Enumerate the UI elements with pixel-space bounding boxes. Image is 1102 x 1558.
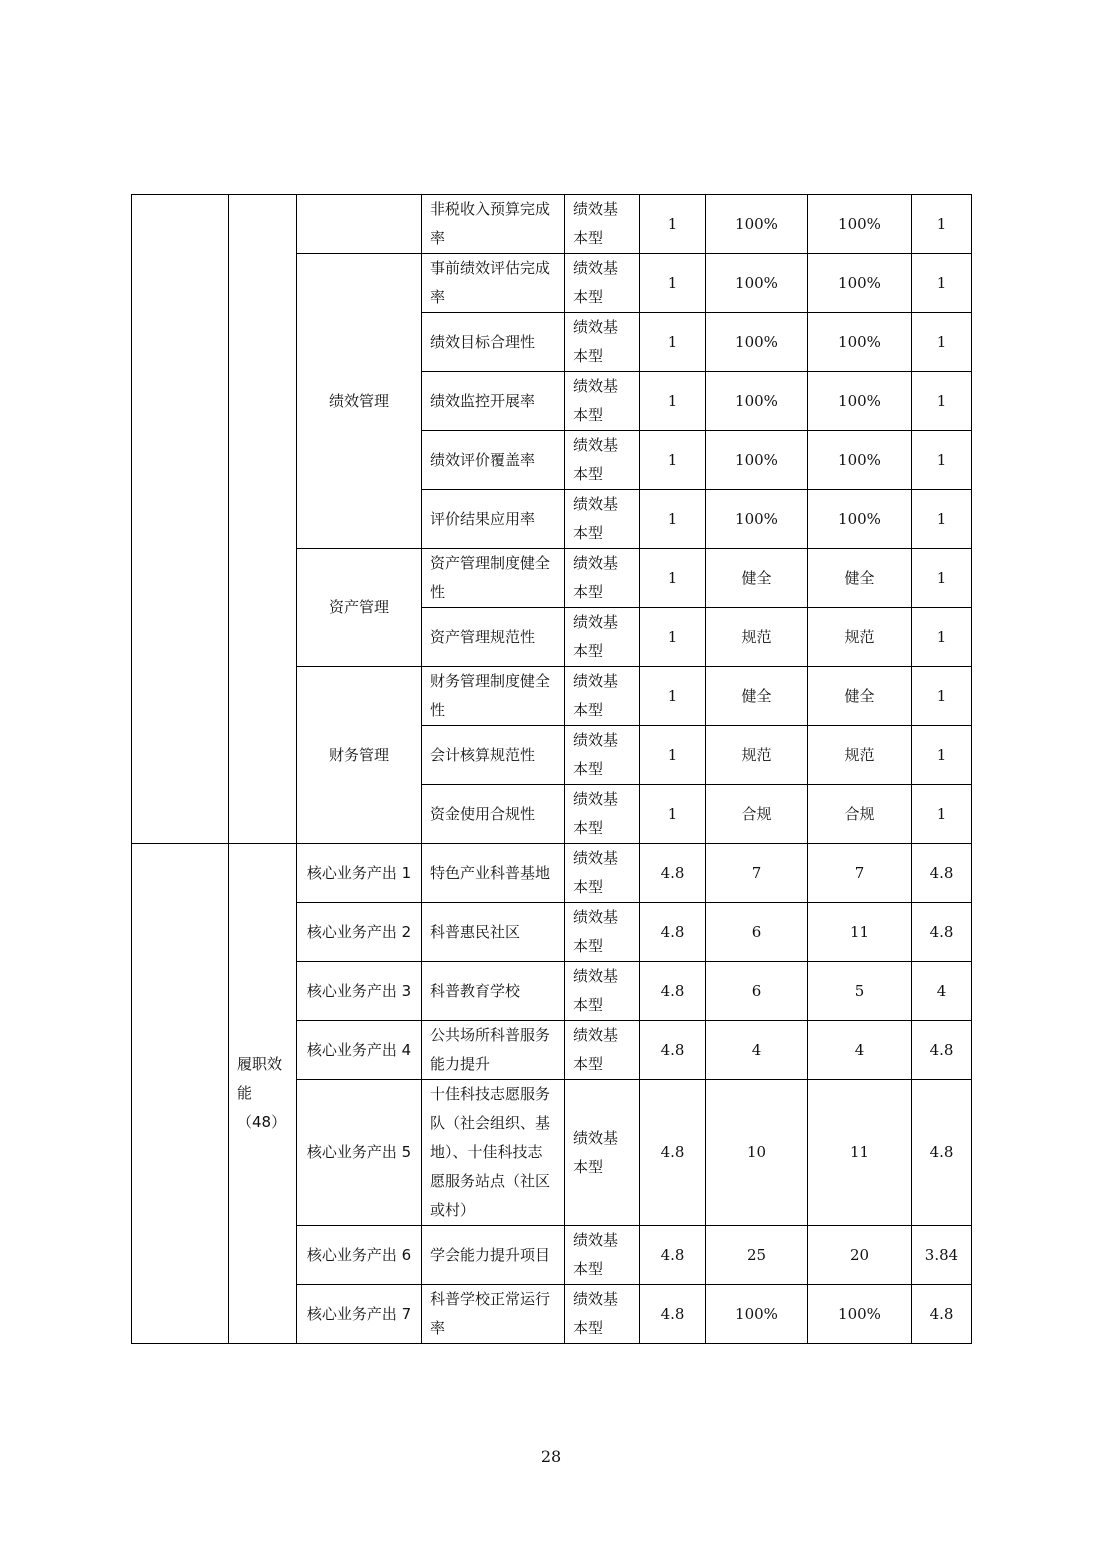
target-cell: 100% xyxy=(706,254,808,313)
type-cell: 绩效基本型 xyxy=(565,726,640,785)
weight-cell: 1 xyxy=(640,313,706,372)
type-cell: 绩效基本型 xyxy=(565,1285,640,1344)
type-cell: 绩效基本型 xyxy=(565,195,640,254)
lvl3-cell: 核心业务产出 3 xyxy=(297,962,422,1021)
lvl3-cell: 核心业务产出 5 xyxy=(297,1080,422,1226)
score-cell: 1 xyxy=(912,431,972,490)
score-cell: 1 xyxy=(912,608,972,667)
type-cell: 绩效基本型 xyxy=(565,1226,640,1285)
indicator-cell: 公共场所科普服务能力提升 xyxy=(422,1021,565,1080)
weight-cell: 1 xyxy=(640,549,706,608)
indicator-cell: 十佳科技志愿服务队（社会组织、基地）、十佳科技志愿服务站点（社区或村） xyxy=(422,1080,565,1226)
target-cell: 100% xyxy=(706,372,808,431)
actual-cell: 100% xyxy=(808,195,912,254)
target-cell: 100% xyxy=(706,1285,808,1344)
target-cell: 健全 xyxy=(706,549,808,608)
indicator-cell: 财务管理制度健全性 xyxy=(422,667,565,726)
target-cell: 10 xyxy=(706,1080,808,1226)
target-cell: 100% xyxy=(706,313,808,372)
lvl2-cell xyxy=(229,195,297,844)
indicator-cell: 事前绩效评估完成率 xyxy=(422,254,565,313)
target-cell: 7 xyxy=(706,844,808,903)
score-cell: 1 xyxy=(912,195,972,254)
score-cell: 4.8 xyxy=(912,1285,972,1344)
score-cell: 4.8 xyxy=(912,1021,972,1080)
score-cell: 1 xyxy=(912,549,972,608)
type-cell: 绩效基本型 xyxy=(565,1080,640,1226)
lvl3-cell xyxy=(297,195,422,254)
indicator-cell: 科普教育学校 xyxy=(422,962,565,1021)
score-cell: 4 xyxy=(912,962,972,1021)
score-cell: 4.8 xyxy=(912,903,972,962)
target-cell: 规范 xyxy=(706,608,808,667)
target-cell: 100% xyxy=(706,490,808,549)
page-number: 28 xyxy=(540,1447,562,1466)
actual-cell: 7 xyxy=(808,844,912,903)
type-cell: 绩效基本型 xyxy=(565,549,640,608)
actual-cell: 规范 xyxy=(808,726,912,785)
actual-cell: 合规 xyxy=(808,785,912,844)
score-cell: 1 xyxy=(912,490,972,549)
weight-cell: 1 xyxy=(640,431,706,490)
indicator-cell: 资金使用合规性 xyxy=(422,785,565,844)
type-cell: 绩效基本型 xyxy=(565,844,640,903)
type-cell: 绩效基本型 xyxy=(565,962,640,1021)
score-cell: 3.84 xyxy=(912,1226,972,1285)
actual-cell: 100% xyxy=(808,313,912,372)
actual-cell: 规范 xyxy=(808,608,912,667)
lvl3-cell: 绩效管理 xyxy=(297,254,422,549)
actual-cell: 健全 xyxy=(808,549,912,608)
actual-cell: 100% xyxy=(808,490,912,549)
score-cell: 1 xyxy=(912,372,972,431)
lvl1-cell xyxy=(132,195,229,844)
target-cell: 100% xyxy=(706,431,808,490)
type-cell: 绩效基本型 xyxy=(565,785,640,844)
lvl3-cell: 财务管理 xyxy=(297,667,422,844)
type-cell: 绩效基本型 xyxy=(565,903,640,962)
actual-cell: 100% xyxy=(808,254,912,313)
lvl3-cell: 核心业务产出 1 xyxy=(297,844,422,903)
type-cell: 绩效基本型 xyxy=(565,431,640,490)
target-cell: 合规 xyxy=(706,785,808,844)
indicator-cell: 评价结果应用率 xyxy=(422,490,565,549)
weight-cell: 4.8 xyxy=(640,844,706,903)
weight-cell: 4.8 xyxy=(640,1285,706,1344)
lvl3-cell: 核心业务产出 7 xyxy=(297,1285,422,1344)
type-cell: 绩效基本型 xyxy=(565,490,640,549)
indicator-cell: 会计核算规范性 xyxy=(422,726,565,785)
type-cell: 绩效基本型 xyxy=(565,1021,640,1080)
weight-cell: 4.8 xyxy=(640,1226,706,1285)
target-cell: 100% xyxy=(706,195,808,254)
weight-cell: 1 xyxy=(640,667,706,726)
score-cell: 1 xyxy=(912,726,972,785)
weight-cell: 1 xyxy=(640,254,706,313)
lvl2-cell: 履职效能（48） xyxy=(229,844,297,1344)
lvl3-cell: 核心业务产出 6 xyxy=(297,1226,422,1285)
weight-cell: 4.8 xyxy=(640,903,706,962)
weight-cell: 1 xyxy=(640,490,706,549)
type-cell: 绩效基本型 xyxy=(565,313,640,372)
target-cell: 4 xyxy=(706,1021,808,1080)
lvl1-cell xyxy=(132,844,229,1344)
weight-cell: 4.8 xyxy=(640,1080,706,1226)
indicator-cell: 资产管理规范性 xyxy=(422,608,565,667)
indicator-cell: 科普惠民社区 xyxy=(422,903,565,962)
target-cell: 6 xyxy=(706,903,808,962)
actual-cell: 100% xyxy=(808,1285,912,1344)
type-cell: 绩效基本型 xyxy=(565,254,640,313)
score-cell: 1 xyxy=(912,313,972,372)
target-cell: 健全 xyxy=(706,667,808,726)
indicator-cell: 学会能力提升项目 xyxy=(422,1226,565,1285)
lvl3-cell: 核心业务产出 2 xyxy=(297,903,422,962)
score-cell: 1 xyxy=(912,254,972,313)
table-row xyxy=(132,195,972,254)
weight-cell: 1 xyxy=(640,608,706,667)
indicator-cell: 绩效监控开展率 xyxy=(422,372,565,431)
actual-cell: 11 xyxy=(808,1080,912,1226)
lvl3-cell: 资产管理 xyxy=(297,549,422,667)
indicator-cell: 科普学校正常运行率 xyxy=(422,1285,565,1344)
type-cell: 绩效基本型 xyxy=(565,608,640,667)
indicator-cell: 资产管理制度健全性 xyxy=(422,549,565,608)
type-cell: 绩效基本型 xyxy=(565,667,640,726)
actual-cell: 健全 xyxy=(808,667,912,726)
indicator-cell: 绩效目标合理性 xyxy=(422,313,565,372)
actual-cell: 4 xyxy=(808,1021,912,1080)
performance-table xyxy=(131,194,972,1344)
target-cell: 25 xyxy=(706,1226,808,1285)
target-cell: 6 xyxy=(706,962,808,1021)
score-cell: 4.8 xyxy=(912,1080,972,1226)
type-cell: 绩效基本型 xyxy=(565,372,640,431)
weight-cell: 1 xyxy=(640,372,706,431)
indicator-cell: 绩效评价覆盖率 xyxy=(422,431,565,490)
score-cell: 1 xyxy=(912,785,972,844)
weight-cell: 4.8 xyxy=(640,1021,706,1080)
target-cell: 规范 xyxy=(706,726,808,785)
score-cell: 1 xyxy=(912,667,972,726)
weight-cell: 1 xyxy=(640,726,706,785)
score-cell: 4.8 xyxy=(912,844,972,903)
weight-cell: 1 xyxy=(640,195,706,254)
table-row xyxy=(132,844,972,903)
actual-cell: 20 xyxy=(808,1226,912,1285)
indicator-cell: 特色产业科普基地 xyxy=(422,844,565,903)
actual-cell: 5 xyxy=(808,962,912,1021)
weight-cell: 4.8 xyxy=(640,962,706,1021)
actual-cell: 11 xyxy=(808,903,912,962)
lvl3-cell: 核心业务产出 4 xyxy=(297,1021,422,1080)
weight-cell: 1 xyxy=(640,785,706,844)
indicator-cell: 非税收入预算完成率 xyxy=(422,195,565,254)
actual-cell: 100% xyxy=(808,372,912,431)
actual-cell: 100% xyxy=(808,431,912,490)
